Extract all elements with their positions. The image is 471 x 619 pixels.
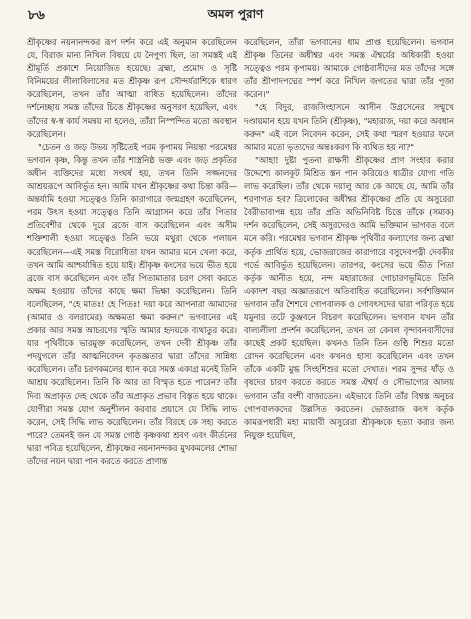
right-text-column <box>244 36 454 614</box>
left-text-column <box>27 36 237 614</box>
paragraph: "চেতন ও জড় উভয় সৃষ্টিতেই পরম কৃপাময় নিয়ন্তা পরমেশ্বর ভগবান কৃষ্ণ, কিন্তু তখন তাঁর শাস্ত্রনিষ্ঠ ভক্ত এবং জড় প্রকৃতির অধীন ব্যক্তিদের মধ্যে সংঘর্ষ হয়, তখন তিনি সজ্জনদের আশ্রয়রূপে আবির্ভূত হন। আমি যখন শ্রীকৃষ্ণের কথা চিন্তা করি—অন্তর্যামি হওয়া সত্ত্বেও তিনি কারাগারে জন্মগ্রহণ করেছিলেন, পরম উৎস হওয়া সত্ত্বেও তিনি আগ্রাসন করে তাঁর পিতার প্রতিবেশীর থেকে দূরে ব্রজে বাস করেছিলেন এবং অসীম শক্তিশালী হওয়া সত্ত্বেও তিনি ভয়ে মথুরা থেকে পলায়ন করেছিলেন—এই সমস্ত বিরোধিতা যখন আমার মনে খেলা করে, তখন আমি আশ্চর্যান্বিত হয়ে যাই। শ্রীকৃষ্ণ কংসের ভয়ে ভীত হয়ে ব্রজে বাস করেছিলেন এবং তাঁর পিতামাতার চরণ সেবা করতে অক্ষম হওয়ায় তাঁদের কাছে ক্ষমা ভিক্ষা করেছিলেন। তিনি বলেছিলেন, "হে মাতঃ! হে পিতঃ! দয়া করে আপনারা আমাদের (আমার ও বলরামের) অক্ষমতা ক্ষমা করুন।" ভগবানের এই প্রকার আর সমস্ত আচরণের স্মৃতি আমার হৃদয়কে ব্যথাতুর করে। যার পৃথিবীকে ভারমুক্ত করেছিলেন, তখন দেবী শ্রীকৃষ্ণ তাঁর পদযুগলে তাঁর আত্মনিবেদন কৃতজ্ঞতার দ্বারা তাঁদের সান্নিধ্য করেছিলেন। তাঁর চরণকমলের ধ্যান করে সমস্ত একাগ্র মনেই তিনি আশ্রয় করেছিলেন। তিনি কি আর তা বিস্মৃত হতে পারেন? তাঁর দিব্য অপ্রাকৃত দেহ থেকে তাঁর অপ্রাকৃত প্রভাব বিস্তৃত হয়ে থাকে। যোগীরা সমস্ত যোগ অনুশীলন করবার প্রয়াসে যে সিদ্ধি লাভ করেন, সেই সিদ্ধি লাভ করেছিলেন। তাঁর বিরহে কে সহ্য করতে পারে? তেমনই জন যে সমস্ত গোষ্ঠ কৃষ্ণকথা শ্রবণ এবং কীর্তনের দ্বারা পবিত্র হয়েছিলেন, শ্রীকৃষ্ণের নয়নানন্দকর মুখকমলের শোভা তাঁদের নয়ন দ্বারা পান করতে করতে প্রাণান্ত <box>27 141 237 466</box>
paragraph: শ্রীকৃষ্ণের নয়নানন্দকর রূপ দর্শন করে এই অনুমান করেছিলেন যে, বিরাজ মান্য নিখিল বিষয়ে যে নৈপুণ্য ছিল, তা সমস্তই এই শ্রীমূর্তি প্রকাশে নিয়োজিত হয়েছে। ব্রহ্মা, প্রমোদ ও সৃষ্টি বিনিময়ের লীলাবিলাসের মত শ্রীকৃষ্ণ রূপ সৌন্দর্যরাশিকে ধারণ করেছিলেন, তখন তাঁর আত্মা বাধিত হয়েছিলেন। তাঁদের দর্শনেচ্ছায় সমস্ত তাঁদের চিত্তে শ্রীকৃষ্ণের অনুসরণ হয়েছিল, এবং তাঁদের স্ব-স্ব কার্য সমন্বয় না হলেও, তাঁরা নিস্পন্দিত মতো অবস্থান করেছিলেন। <box>27 37 237 139</box>
page-number: ৮৬ <box>28 8 45 23</box>
paragraph: করেছিলেন, তাঁরা ভগবানের ধাম প্রাপ্ত হয়েছিলেন। ভগবান শ্রীকৃষ্ণ তিনের অধীশ্বর এবং সমস্ত ঐশ্বর্যের অধিকারী হওয়া সত্ত্বেও পরম কৃপাময়। আমাকে গোষ্ঠবাসীদের মত তাঁদের সঙ্গে তাঁর শ্রীপাদপদ্মের স্পর্শ করে নিখিল জগতের দ্বারা তাঁর পূজা করেন।" <box>244 37 454 100</box>
page-header <box>0 6 471 28</box>
paragraph: "আহা! দুষ্টা পুতনা রাক্ষসী শ্রীকৃষ্ণের প্রাণ সংহার করার উদ্দেশ্যে কালকূট মিশ্রিত স্তন পান করিয়েও ধাত্রীর যোগ্য গতি লাভ করেছিল। তাঁর থেকে দয়ালু আর কে আছে যে, আমি তাঁর শরণাগত হব? ত্রিলোকের অধীশ্বর শ্রীকৃষ্ণের প্রতি যে অসুরেরা বৈরীভাবাপন্ন হয়ে তাঁর প্রতি অভিনিবিষ্ট চিত্তে তাঁকে (সম্যক) দর্শন করেছিলেন, সেই অসুরদেরও আমি ভক্তিমান ভাগবত বলে মনে করি। পরমেশ্বর ভগবান শ্রীকৃষ্ণ পৃথিবীর কল্যাণের জন্য ব্রহ্মা কর্তৃক প্রার্থিত হয়ে, ভোজরাজের কারাগারে বসুদেবপত্নী দেবকীর গর্ভে আবির্ভূত হয়েছিলেন। তারপর, কংসের ভয়ে ভীত পিতা কর্তৃক আনীত হয়ে, নন্দ মহারাজের গোচারণভূমিতে তিনি একাদশ বছর অজ্ঞাতরূপে অতিবাহিত করেছিলেন। সর্বশক্তিমান ভগবান তাঁর শৈশবে গোপবালক ও গোবৎসদের দ্বারা পরিবৃত হয়ে যমুনার তটে কুঞ্জবনে বিচরণ করেছিলেন। ভগবান যখন তাঁর বাল্যলীলা প্রদর্শন করেছিলেন, তখন তা কেবল বৃন্দাবনবাসীদের কাছেই প্রকট হয়েছিল। কখনও তিনি তিন গুণ্ঠি শিশুর মতো রোদন করেছিলেন এবং কখনও হাস্য করেছিলেন এবং তখন তাঁকে একটি মুগ্ধ সিংহশিশুর মতো দেখাত। পরম সুন্দর ষাঁড় ও বৃষদের চারণ করতে করতে সমস্ত ঐশ্বর্য ও সৌভাগ্যের আলয় ভগবান তাঁর বংশী বাজাতেন। এইভাবে তিনি তাঁর বিশ্বস্ত অনুচর গোপবালকদের উল্লসিত করতেন। ভোজরাজ কংস কর্তৃক কামরূপধারী মহা মায়াবী অসুরেরা শ্রীকৃষ্ণকে হত্যা করার জন্য নিযুক্ত হয়েছিল, <box>244 154 454 440</box>
running-title: অমল পুরাণ <box>207 7 264 21</box>
paragraph: "হে বিদুর, রাজসিংহাসনে আসীন উগ্রসেনের সম্মুখে দণ্ডায়মান হয়ে যখন তিনি (শ্রীকৃষ্ণ), "মহারাজ, দয়া করে অবধান করুন" এই বলে নিবেদন করেন, সেই কথা স্মরণ হওয়ার ফলে আমার মতো ভৃত্যদের অন্তঃকরণ কি ব্যথিত হয় না?" <box>244 102 454 152</box>
